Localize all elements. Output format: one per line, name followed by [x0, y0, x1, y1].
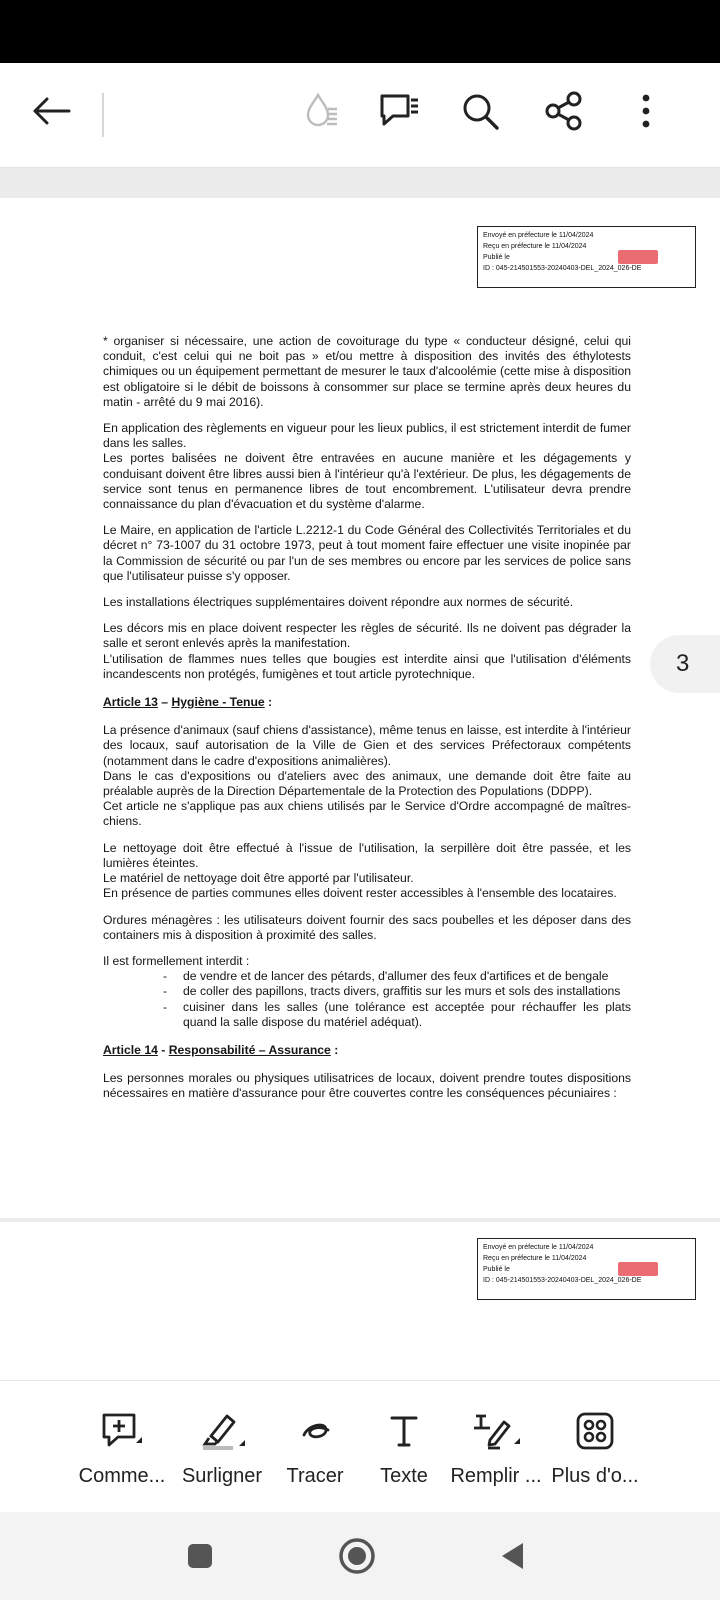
more-vertical-icon[interactable] — [622, 87, 670, 135]
article-title: Hygiène - Tenue — [171, 695, 265, 710]
paragraph: Les portes balisées ne doivent être entravées en aucune manière et les dégagements y conduisant doivent être libres aussi bien à l'intérieur qu'à l'extérieur. De plus, les dégagements de service sont tenus en permanence libres de tout encombrement. L'utilisateur devra prendre connaissance du plan d'évacuation et du système d'alarme. — [103, 451, 631, 512]
stamp-line: ID : 045-214501553-20240403-DEL_2024_026-DE — [483, 265, 642, 272]
circle-icon[interactable] — [337, 1536, 377, 1576]
article-dash: - — [157, 1042, 169, 1057]
system-navigation-bar — [0, 1512, 720, 1600]
list-item: - de vendre et de lancer des pétards, d'allumer des feux d'artifices et de bengale — [163, 969, 631, 984]
add-comment-icon — [67, 1409, 177, 1453]
pdf-page — [0, 1222, 720, 1380]
paragraph: Le Maire, en application de l'article L.2212-1 du Code Général des Collectivités Territoriales et du décret n° 73-1007 du 31 octobre 1973, peut à tout moment faire effectuer une visite inopinée par la Commission de sécurité ou par l'un de ses membres ou encore par les services de police sans que l'utilisateur puisse s'y opposer. — [103, 523, 631, 583]
stamp-line: Publié le — [483, 254, 510, 261]
share-icon[interactable] — [540, 87, 588, 135]
grid-icon — [540, 1409, 650, 1453]
paragraph: Les personnes morales ou physiques utilisatrices de locaux, doivent prendre toutes dispositions nécessaires en matière d'assurance pour être couvertes contre les conséquences pécuniaires : — [103, 1071, 631, 1101]
paragraph: Les installations électriques supplémentaires doivent répondre aux normes de sécurité. — [103, 595, 574, 610]
article-heading — [103, 695, 631, 710]
stamp-line: Reçu en préfecture le 11/04/2024 — [483, 243, 587, 250]
document-text — [103, 334, 631, 1113]
stamp-seal — [618, 250, 658, 264]
stamp-line: Envoyé en préfecture le 11/04/2024 — [483, 232, 594, 239]
paragraph: La présence d'animaux (sauf chiens d'assistance), même tenus en laisse, est interdite à l'intérieur des locaux, sauf autorisation de la Ville de Gien et des services Préfectoraux compétents (notamment dans le cadre d'expositions animalières). — [103, 723, 631, 768]
list-item: - cuisiner dans les salles (une tolérance est acceptée pour réchauffer les plats quand la salle dispose du matériel adéquat). — [163, 1000, 631, 1030]
stamp-seal — [618, 1262, 658, 1276]
prohibition-list — [103, 969, 631, 1030]
paragraph: Cet article ne s'applique pas aux chiens utilisés par le Service d'Ordre accompagné de maîtres-chiens. — [103, 799, 631, 829]
paragraph: L'utilisation de flammes nues telles que bougies est interdite ainsi que l'utilisation d'éléments incandescents non protégés, fumigènes et tout article pyrotechnique. — [103, 651, 631, 681]
tool-fill-sign[interactable] — [441, 1409, 551, 1488]
paragraph: Ordures ménagères : les utilisateurs doivent fournir des sacs poubelles et les déposer dans des containers mis à disposition à proximité des salles. — [103, 912, 631, 942]
tool-label: Comme... — [78, 1465, 166, 1487]
paragraph: Il est formellement interdit : — [103, 953, 250, 968]
tool-label: Tracer — [286, 1465, 344, 1487]
bottom-toolbar — [0, 1380, 720, 1513]
search-icon[interactable] — [456, 87, 504, 135]
tool-label: Surligner — [181, 1465, 263, 1487]
article-number: Article 13 — [103, 695, 158, 710]
paragraph: Le matériel de nettoyage doit être apporté par l'utilisateur. — [103, 871, 414, 886]
paragraph: * organiser si nécessaire, une action de covoiturage du type « conducteur désigné, celui qui conduit, c'est celui qui ne boit pas » et/ou mettre à disposition des invités des éthylotests chimiques ou un équipement permettant de mesurer le taux d'alcoolémie (cette mise à disposition est obligatoire si le débit de boissons à consommer sur place se termine après deux heures du matin - arrêté du 9 mai 2016). — [103, 334, 631, 409]
tool-comment[interactable] — [67, 1409, 177, 1488]
article-title: Responsabilité – Assurance — [168, 1042, 331, 1057]
prefecture-stamp — [477, 226, 696, 288]
article-colon: : — [264, 695, 273, 710]
document-viewer[interactable] — [0, 168, 720, 1380]
pdf-page — [0, 198, 720, 1218]
article-colon: : — [330, 1042, 339, 1057]
tool-label: Texte — [380, 1465, 428, 1487]
page-indicator[interactable]: 3 — [650, 635, 720, 693]
paragraph: Le nettoyage doit être effectué à l'issue de l'utilisation, la serpillère doit être passée, et les lumières éteintes. — [103, 840, 631, 870]
stamp-line: Envoyé en préfecture le 11/04/2024 — [483, 1244, 594, 1251]
article-heading — [103, 1043, 631, 1058]
paragraph: En application des règlements en vigueur pour les lieux publics, il est strictement interdit de fumer dans les salles. — [103, 421, 631, 451]
fill-sign-icon — [441, 1409, 551, 1453]
tool-label: Plus d'o... — [551, 1465, 639, 1487]
tool-label: Remplir ... — [450, 1465, 542, 1487]
arrow-left-icon[interactable] — [27, 87, 75, 135]
status-bar — [0, 0, 720, 63]
prefecture-stamp — [477, 1238, 696, 1300]
stamp-line: Publié le — [483, 1266, 510, 1273]
article-dash: – — [157, 695, 172, 710]
stamp-line: Reçu en préfecture le 11/04/2024 — [483, 1255, 587, 1262]
stamp-line: ID : 045-214501553-20240403-DEL_2024_026-DE — [483, 1277, 642, 1284]
toolbar-divider — [102, 93, 104, 137]
paragraph: Dans le cas d'expositions ou d'ateliers avec des animaux, une demande doit être faite au préalable auprès de la Direction Départementale de la Protection des Populations (DDPP). — [103, 768, 631, 799]
droplet-lines-icon[interactable] — [298, 87, 346, 135]
comment-list-icon[interactable] — [375, 87, 423, 135]
top-toolbar — [0, 63, 720, 168]
article-number: Article 14 — [103, 1042, 158, 1057]
paragraph: Les décors mis en place doivent respecter les règles de sécurité. Ils ne doivent pas dégrader la salle et seront enlevés après la manifestation. — [103, 621, 631, 651]
list-item: - de coller des papillons, tracts divers, graffitis sur les murs et sols des installations — [163, 984, 631, 999]
triangle-back-icon[interactable] — [493, 1536, 533, 1576]
tool-more[interactable] — [540, 1409, 650, 1488]
paragraph: En présence de parties communes elles doivent rester accessibles à l'ensemble des locataires. — [103, 886, 617, 901]
square-icon[interactable] — [180, 1536, 220, 1576]
